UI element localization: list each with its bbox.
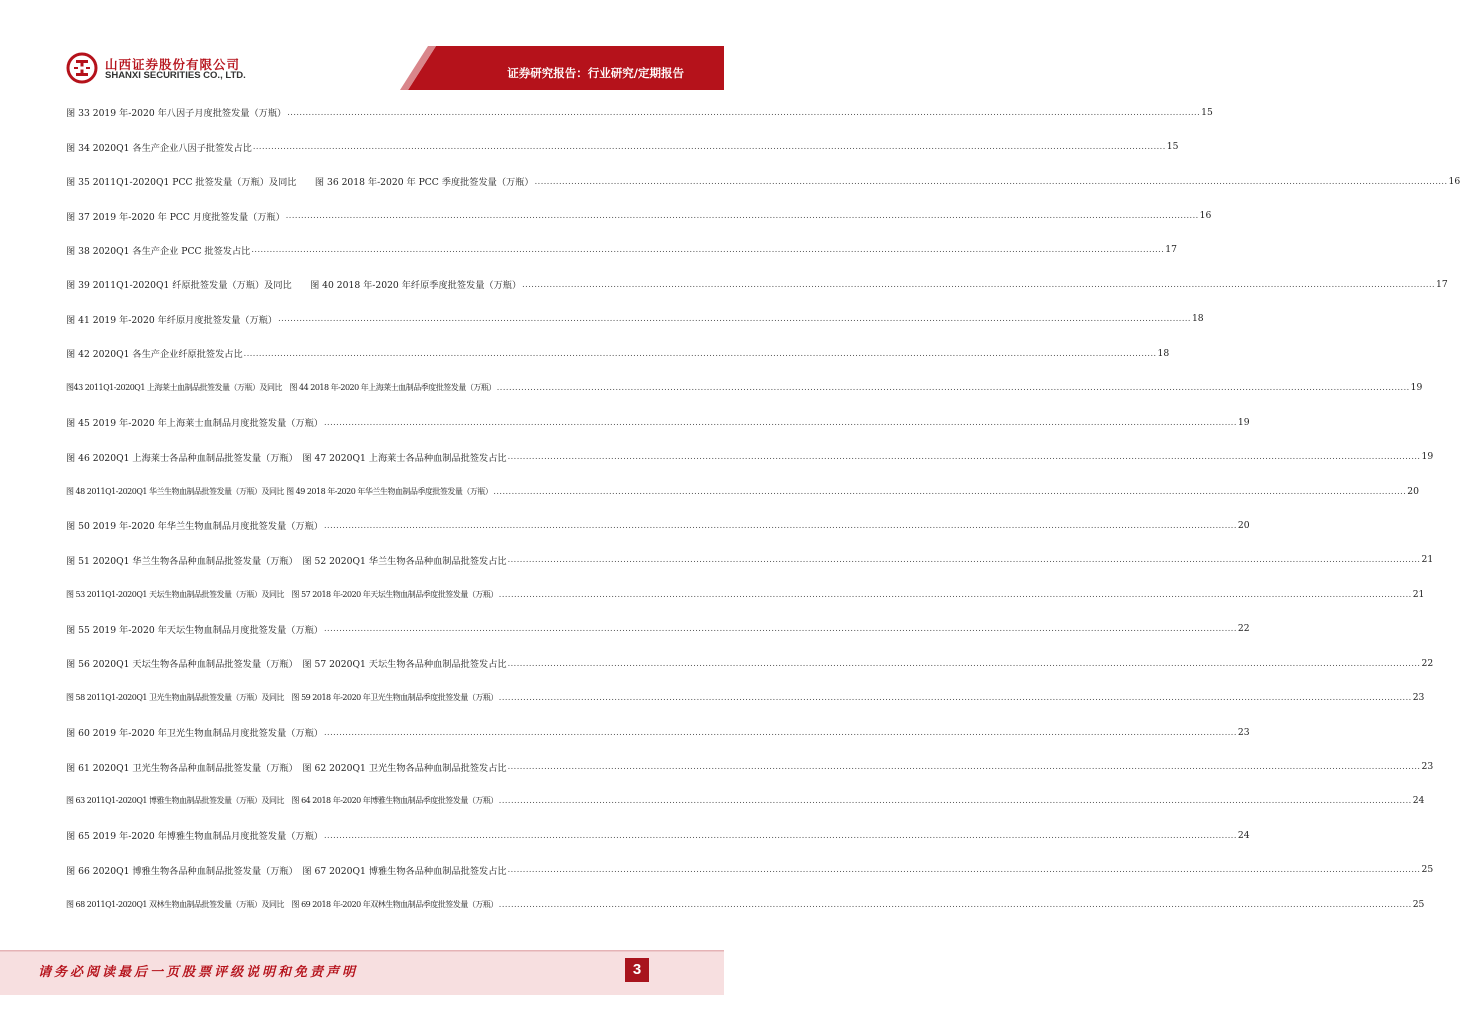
toc-leader-dots: ............................................................................................................................................................................................................................................................................................................	[496, 383, 1410, 393]
toc-leader-dots: ............................................................................................................................................................................................................................................................................................................	[243, 348, 1157, 358]
toc-entry[interactable]	[66, 198, 1212, 232]
toc-entry[interactable]	[66, 129, 1179, 163]
toc-entry-page: 25	[1412, 898, 1425, 910]
toc-leader-dots: ............................................................................................................................................................................................................................................................................................................	[324, 520, 1237, 530]
toc-entry[interactable]	[66, 818, 1250, 852]
toc-entry[interactable]	[66, 95, 1213, 129]
toc-leader-dots: ............................................................................................................................................................................................................................................................................................................	[324, 624, 1237, 634]
toc-entry[interactable]	[66, 749, 1434, 783]
toc-entry-page: 17	[1436, 278, 1448, 290]
toc-leader-dots: ............................................................................................................................................................................................................................................................................................................	[507, 658, 1421, 668]
toc-entry-page: 20	[1237, 519, 1250, 531]
toc-leader-dots: ............................................................................................................................................................................................................................................................................................................	[252, 142, 1166, 152]
toc-entry-title: 图 35 2011Q1-2020Q1 PCC 批签发量（万瓶）及同比 图 36 2018 年-2020 年 PCC 季度批签发量（万瓶）	[66, 177, 534, 189]
toc-entry-page: 23	[1412, 692, 1425, 704]
toc-entry-title: 图 45 2019 年-2020 年上海莱士血制品月度批签发量（万瓶）	[66, 418, 323, 430]
toc-entry-page: 15	[1166, 141, 1179, 153]
toc-entry-title: 图 39 2011Q1-2020Q1 纤原批签发量（万瓶）及同比 图 40 2018 年-2020 年纤原季度批签发量（万瓶）	[66, 280, 522, 292]
page-number: 3	[625, 958, 649, 982]
toc-entry[interactable]	[66, 233, 1177, 267]
toc-leader-dots: ............................................................................................................................................................................................................................................................................................................	[287, 107, 1201, 117]
toc-entry-title: 图 58 2011Q1-2020Q1 卫光生物血制品批签发量（万瓶）及同比 图 59 2018 年-2020 年卫光生物血制品季度批签发量（万瓶）	[66, 693, 498, 703]
toc-leader-dots: ............................................................................................................................................................................................................................................................................................................	[285, 211, 1199, 221]
toc-leader-dots: ............................................................................................................................................................................................................................................................................................................	[498, 693, 1412, 703]
toc-entry[interactable]	[66, 577, 1425, 611]
toc-entry-title: 图 38 2020Q1 各生产企业 PCC 批签发占比	[66, 245, 251, 257]
toc-entry-page: 16	[1448, 175, 1460, 187]
toc-entry[interactable]	[66, 267, 1448, 301]
toc-entry-title: 图 56 2020Q1 天坛生物各品种血制品批签发量（万瓶） 图 57 2020Q1 天坛生物各品种血制品批签发占比	[66, 659, 507, 671]
toc-entry-title: 图 51 2020Q1 华兰生物各品种血制品批签发量（万瓶） 图 52 2020Q1 华兰生物各品种血制品批签发占比	[66, 555, 507, 567]
toc-entry[interactable]	[66, 302, 1204, 336]
toc-leader-dots: ............................................................................................................................................................................................................................................................................................................	[498, 796, 1412, 806]
toc-entry[interactable]	[66, 508, 1250, 542]
toc-entry-title: 图 37 2019 年-2020 年 PCC 月度批签发量（万瓶）	[66, 211, 285, 223]
toc-entry-title: 图 63 2011Q1-2020Q1 博雅生物血制品批签发量（万瓶）及同比 图 64 2018 年-2020 年博雅生物血制品季度批签发量（万瓶）	[66, 796, 498, 806]
toc-entry-title: 图 60 2019 年-2020 年卫光生物血制品月度批签发量（万瓶）	[66, 728, 323, 740]
toc-entry[interactable]	[66, 612, 1250, 646]
toc-leader-dots: ............................................................................................................................................................................................................................................................................................................	[278, 314, 1191, 324]
toc-leader-dots: ............................................................................................................................................................................................................................................................................................................	[251, 245, 1165, 255]
toc-entry-page: 24	[1412, 795, 1425, 807]
toc-entry-page: 17	[1165, 244, 1177, 256]
toc-entry[interactable]	[66, 680, 1425, 714]
toc-entry-title: 图 33 2019 年-2020 年八因子月度批签发量（万瓶）	[66, 108, 287, 120]
toc-entry-title: 图 50 2019 年-2020 年华兰生物血制品月度批签发量（万瓶）	[66, 521, 323, 533]
toc-entry-page: 21	[1412, 588, 1425, 600]
toc-entry-title: 图 66 2020Q1 博雅生物各品种血制品批签发量（万瓶） 图 67 2020Q1 博雅生物各品种血制品批签发占比	[66, 865, 507, 877]
toc-entry[interactable]	[66, 405, 1250, 439]
toc-entry-page: 24	[1237, 829, 1250, 841]
toc-entry-page: 22	[1421, 657, 1434, 669]
toc-entry[interactable]	[66, 853, 1434, 887]
toc-entry[interactable]	[66, 715, 1250, 749]
toc-entry-title: 图 65 2019 年-2020 年博雅生物血制品月度批签发量（万瓶）	[66, 831, 323, 843]
toc-leader-dots: ............................................................................................................................................................................................................................................................................................................	[493, 486, 1407, 496]
toc-entry-title: 图 41 2019 年-2020 年纤原月度批签发量（万瓶）	[66, 314, 278, 326]
toc-leader-dots: ............................................................................................................................................................................................................................................................................................................	[507, 452, 1421, 462]
toc-entry-title: 图 61 2020Q1 卫光生物各品种血制品批签发量（万瓶） 图 62 2020Q1 卫光生物各品种血制品批签发占比	[66, 762, 507, 774]
toc-leader-dots: ............................................................................................................................................................................................................................................................................................................	[324, 727, 1237, 737]
page-header	[0, 0, 724, 98]
toc-entry[interactable]	[66, 784, 1425, 818]
toc-entry-page: 18	[1157, 347, 1170, 359]
toc-entry-page: 21	[1421, 554, 1434, 566]
toc-entry-title: 图 55 2019 年-2020 年天坛生物血制品月度批签发量（万瓶）	[66, 624, 323, 636]
toc-leader-dots: ............................................................................................................................................................................................................................................................................................................	[324, 417, 1237, 427]
toc-entry[interactable]	[66, 474, 1419, 508]
toc-entry-title: 图 34 2020Q1 各生产企业八因子批签发占比	[66, 142, 252, 154]
toc-entry-page: 19	[1237, 416, 1250, 428]
toc-entry-page: 18	[1191, 313, 1204, 325]
toc-leader-dots: ............................................................................................................................................................................................................................................................................................................	[534, 176, 1448, 186]
toc-entry-page: 15	[1201, 106, 1213, 118]
toc-entry[interactable]	[66, 887, 1425, 921]
toc-entry-page: 25	[1421, 864, 1434, 876]
toc-entry-title: 图 42 2020Q1 各生产企业纤原批签发占比	[66, 349, 243, 361]
toc-leader-dots: ............................................................................................................................................................................................................................................................................................................	[507, 555, 1421, 565]
toc-entry-page: 19	[1421, 451, 1434, 463]
toc-entry-title: 图 48 2011Q1-2020Q1 华兰生物血制品批签发量（万瓶）及同比 图 49 2018 年-2020 年华兰生物血制品季度批签发量（万瓶）	[66, 486, 493, 496]
toc-entry-title: 图 46 2020Q1 上海莱士各品种血制品批签发量（万瓶） 图 47 2020Q1 上海莱士各品种血制品批签发占比	[66, 452, 507, 464]
toc-leader-dots: ............................................................................................................................................................................................................................................................................................................	[522, 279, 1436, 289]
company-name-en: SHANXI SECURITIES CO., LTD.	[105, 70, 246, 81]
report-type-label: 证券研究报告：行业研究/定期报告	[507, 66, 684, 80]
toc-entry-page: 22	[1237, 623, 1250, 635]
toc-entry-page: 19	[1410, 382, 1423, 394]
toc-entry-page: 23	[1237, 726, 1250, 738]
toc-entry[interactable]	[66, 164, 1460, 198]
toc-leader-dots: ............................................................................................................................................................................................................................................................................................................	[507, 865, 1421, 875]
toc-entry-page: 20	[1407, 485, 1419, 497]
toc-entry-title: 图 68 2011Q1-2020Q1 双林生物血制品批签发量（万瓶）及同比 图 69 2018 年-2020 年双林生物血制品季度批签发量（万瓶）	[66, 899, 498, 909]
figure-list	[66, 95, 1460, 922]
toc-entry[interactable]	[66, 336, 1170, 370]
toc-entry-title: 图 53 2011Q1-2020Q1 天坛生物血制品批签发量（万瓶）及同比 图 57 2018 年-2020 年天坛生物血制品季度批签发量（万瓶）	[66, 589, 498, 599]
toc-leader-dots: ............................................................................................................................................................................................................................................................................................................	[498, 589, 1412, 599]
toc-entry[interactable]	[66, 543, 1434, 577]
toc-entry[interactable]	[66, 646, 1434, 680]
toc-leader-dots: ............................................................................................................................................................................................................................................................................................................	[498, 899, 1412, 909]
toc-entry-title: 图43 2011Q1-2020Q1 上海莱士血制品批签发量（万瓶）及同比 图 44 2018 年-2020 年上海莱士血制品季度批签发量（万瓶）	[66, 383, 496, 393]
toc-leader-dots: ............................................................................................................................................................................................................................................................................................................	[324, 830, 1237, 840]
toc-entry-page: 16	[1199, 210, 1212, 222]
company-name-cn: 山西证券股份有限公司	[105, 57, 241, 72]
company-logo-icon	[66, 52, 98, 84]
toc-entry[interactable]	[66, 371, 1423, 405]
footer-disclaimer: 请务必阅读最后一页股票评级说明和免责声明	[38, 965, 359, 980]
toc-leader-dots: ............................................................................................................................................................................................................................................................................................................	[507, 762, 1421, 772]
toc-entry-page: 23	[1421, 761, 1434, 773]
toc-entry[interactable]	[66, 439, 1434, 473]
